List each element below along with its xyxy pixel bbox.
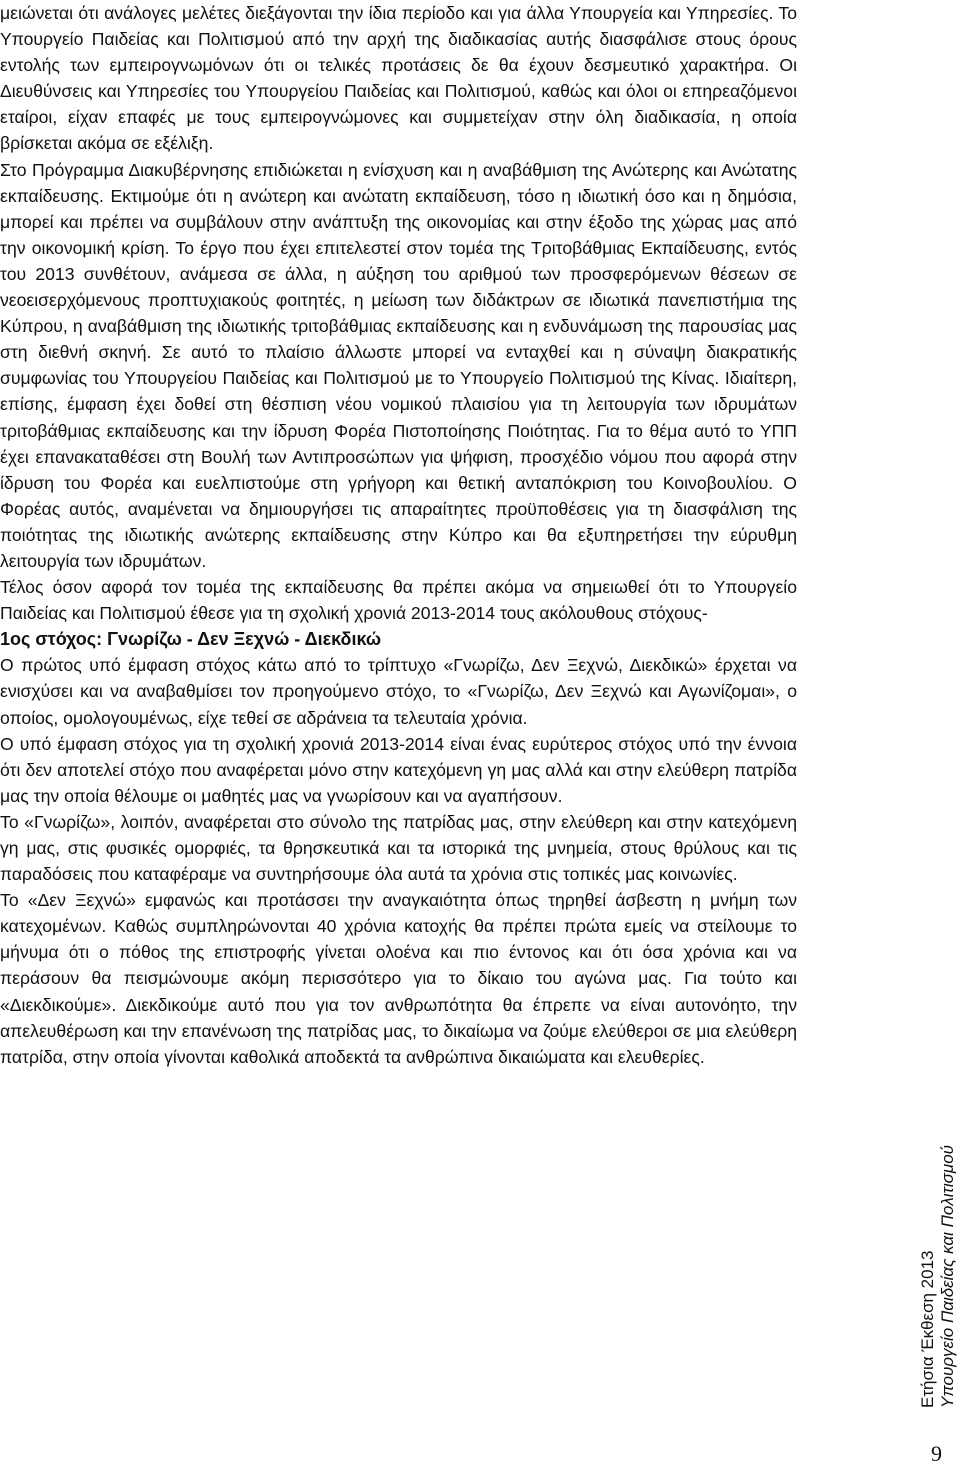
body-paragraph: Στο Πρόγραμμα Διακυβέρνησης επιδιώκεται η ενίσχυση και η αναβάθμιση της Ανώτερης και Ανώτατης εκπαίδευσης. Εκτιμούμε ότι η ανώτερη και ανώτατη εκπαίδευση, τόσο η ιδιωτική όσο και η δημόσια, μπορεί και πρέπει να συμβάλουν στην ανάπτυξη της οικονομίας και στην έξοδο της χώρας μας από την οικονομική κρίση. Το έργο που έχει επιτελεστεί στον τομέα της Τριτοβάθμιας Εκπαίδευσης, εντός του 2013 συνθέτουν, ανάμεσα σε άλλα, η αύξηση του αριθμού των προσφερόμενων θέσεων σε νεοεισερχόμενους προπτυχιακούς φοιτητές, η μείωση των διδάκτρων σε ιδιωτικά πανεπιστήμια της Κύπρου, η αναβάθμιση της ιδιωτικής τριτοβάθμιας εκπαίδευσης και η ενδυνάμωση της παρουσίας μας στη διεθνή σκηνή. Σε αυτό το πλαίσιο άλλωστε μπορεί να ενταχθεί και η σύναψη διακρατικής συμφωνίας του Υπουργείου Παιδείας και Πολιτισμού με το Υπουργείο Πολιτισμού της Κίνας. Ιδιαίτερη, επίσης, έμφαση έχει δοθεί στη θέσπιση νέου νομικού πλαισίου για τη λειτουργία των ιδρυμάτων τριτοβάθμιας εκπαίδευσης και την ίδρυση Φορέα Πιστοποίησης Ποιότητας. Για το θέμα αυτό το ΥΠΠ έχει επανακαταθέσει στη Βουλή των Αντιπροσώπων για ψήφιση, προσχέδιο νόμου που αφορά στην ίδρυση του Φορέα και ευελπιστούμε στη γρήγορη και θετική ανταπόκριση του Κοινοβουλίου. Ο Φορέας αυτός, αναμένεται να δημιουργήσει τις απαραίτητες προϋποθέσεις για τη διασφάλιση της ποιότητας της ιδιωτικής ανώτερης εκπαίδευσης στην Κύπρο και θα εξυπηρετήσει την εύρυθμη λειτουργία των ιδρυμάτων. xyxy=(0,159,797,571)
running-head-vertical xyxy=(918,1068,960,1408)
body-paragraph: Το «Γνωρίζω», λοιπόν, αναφέρεται στο σύνολο της πατρίδας μας, στην ελεύθερη και στην κατεχόμενη γη μας, στις φυσικές ομορφιές, τα θρησκευτικά και τα ιστορικά της μνημεία, στους θρύλους και τις παραδόσεις που καταφέραμε να συντηρήσουμε όλα αυτά τα χρόνια στις τοπικές μας κοινωνίες. xyxy=(0,811,797,885)
section-heading: 1ος στόχος: Γνωρίζω - Δεν Ξεχνώ - Διεκδικώ xyxy=(0,629,382,650)
body-paragraph: Τέλος όσον αφορά τον τομέα της εκπαίδευσης θα πρέπει ακόμα να σημειωθεί ότι το Υπουργείο Παιδείας και Πολιτισμού έθεσε για τη σχολική χρονιά 2013-2014 τους ακόλουθους στόχους- xyxy=(0,577,797,624)
ministry-name: Υπουργείο Παιδείας και Πολιτισμού xyxy=(938,1144,957,1408)
body-paragraph: Ο υπό έμφαση στόχος για τη σχολική χρονιά 2013-2014 είναι ένας ευρύτερος στόχος υπό την έννοια ότι δεν αποτελεί στόχο που αναφέρεται μόνο στην κατεχόμενη γη μας αλλά και στην ελεύθερη πατρίδα μας την οποία θέλουμε οι μαθητές μας να γνωρίσουν και να αγαπήσουν. xyxy=(0,733,797,806)
report-title: Ετήσια Έκθεση 2013 xyxy=(918,1250,937,1408)
page-number: 9 xyxy=(931,1441,942,1466)
body-paragraph: Το «Δεν Ξεχνώ» εμφανώς και προτάσσει την αναγκαιότητα όπως τηρηθεί άσβεστη η μνήμη των κατεχομένων. Καθώς συμπληρώνονται 40 χρόνια κατοχής θα πρέπει πρώτα εμείς να στείλουμε το μήνυμα ότι ο πόθος της επιστροφής γίνεται ολοένα και πιο έντονος και ότι όσα χρόνια και να περάσουν θα πεισμώνουμε ακόμη περισσότερο για το δίκαιο του αγώνα μας. Για τούτο και «Διεκδικούμε». Διεκδικούμε αυτό που για τον ανθρωπότητα θα έπρεπε να είναι αυτονόητο, την απελευθέρωση και την επανένωση της πατρίδας μας, το δικαίωμα να ζούμε ελεύθεροι σε μια ελεύθερη πατρίδα, στην οποία γίνονται καθολικά αποδεκτά τα ανθρώπινα δικαιώματα και ελευθερίες. xyxy=(0,890,797,1067)
body-paragraph: μειώνεται ότι ανάλογες μελέτες διεξάγονται την ίδια περίοδο και για άλλα Υπουργεία και Υπηρεσίες. Το Υπουργείο Παιδείας και Πολιτισμού από την αρχή της διαδικασίας αυτής διασφάλισε στους όρους εντολής των εμπειρογνωμόνων ότι οι τελικές προτάσεις δε θα έχουν δεσμευτικό χαρακτήρα. Οι Διευθύνσεις και Υπηρεσίες του Υπουργείου Παιδείας και Πολιτισμού, καθώς και όλοι οι επηρεαζόμενοι εταίροι, είχαν επαφές με τους εμπειρογνώμονες και συμμετείχαν στην όλη διαδικασία, η οποία βρίσκεται ακόμα σε εξέλιξη. xyxy=(0,3,797,154)
body-paragraph: Ο πρώτος υπό έμφαση στόχος κάτω από το τρίπτυχο «Γνωρίζω, Δεν Ξεχνώ, Διεκδικώ» έρχεται να ενισχύσει και να αναβαθμίσει τον προηγούμενο στόχο, το «Γνωρίζω, Δεν Ξεχνώ και Αγωνίζομαι», ο οποίος, ομολογουμένως, είχε τεθεί σε αδράνεια τα τελευταία χρόνια. xyxy=(0,655,797,728)
